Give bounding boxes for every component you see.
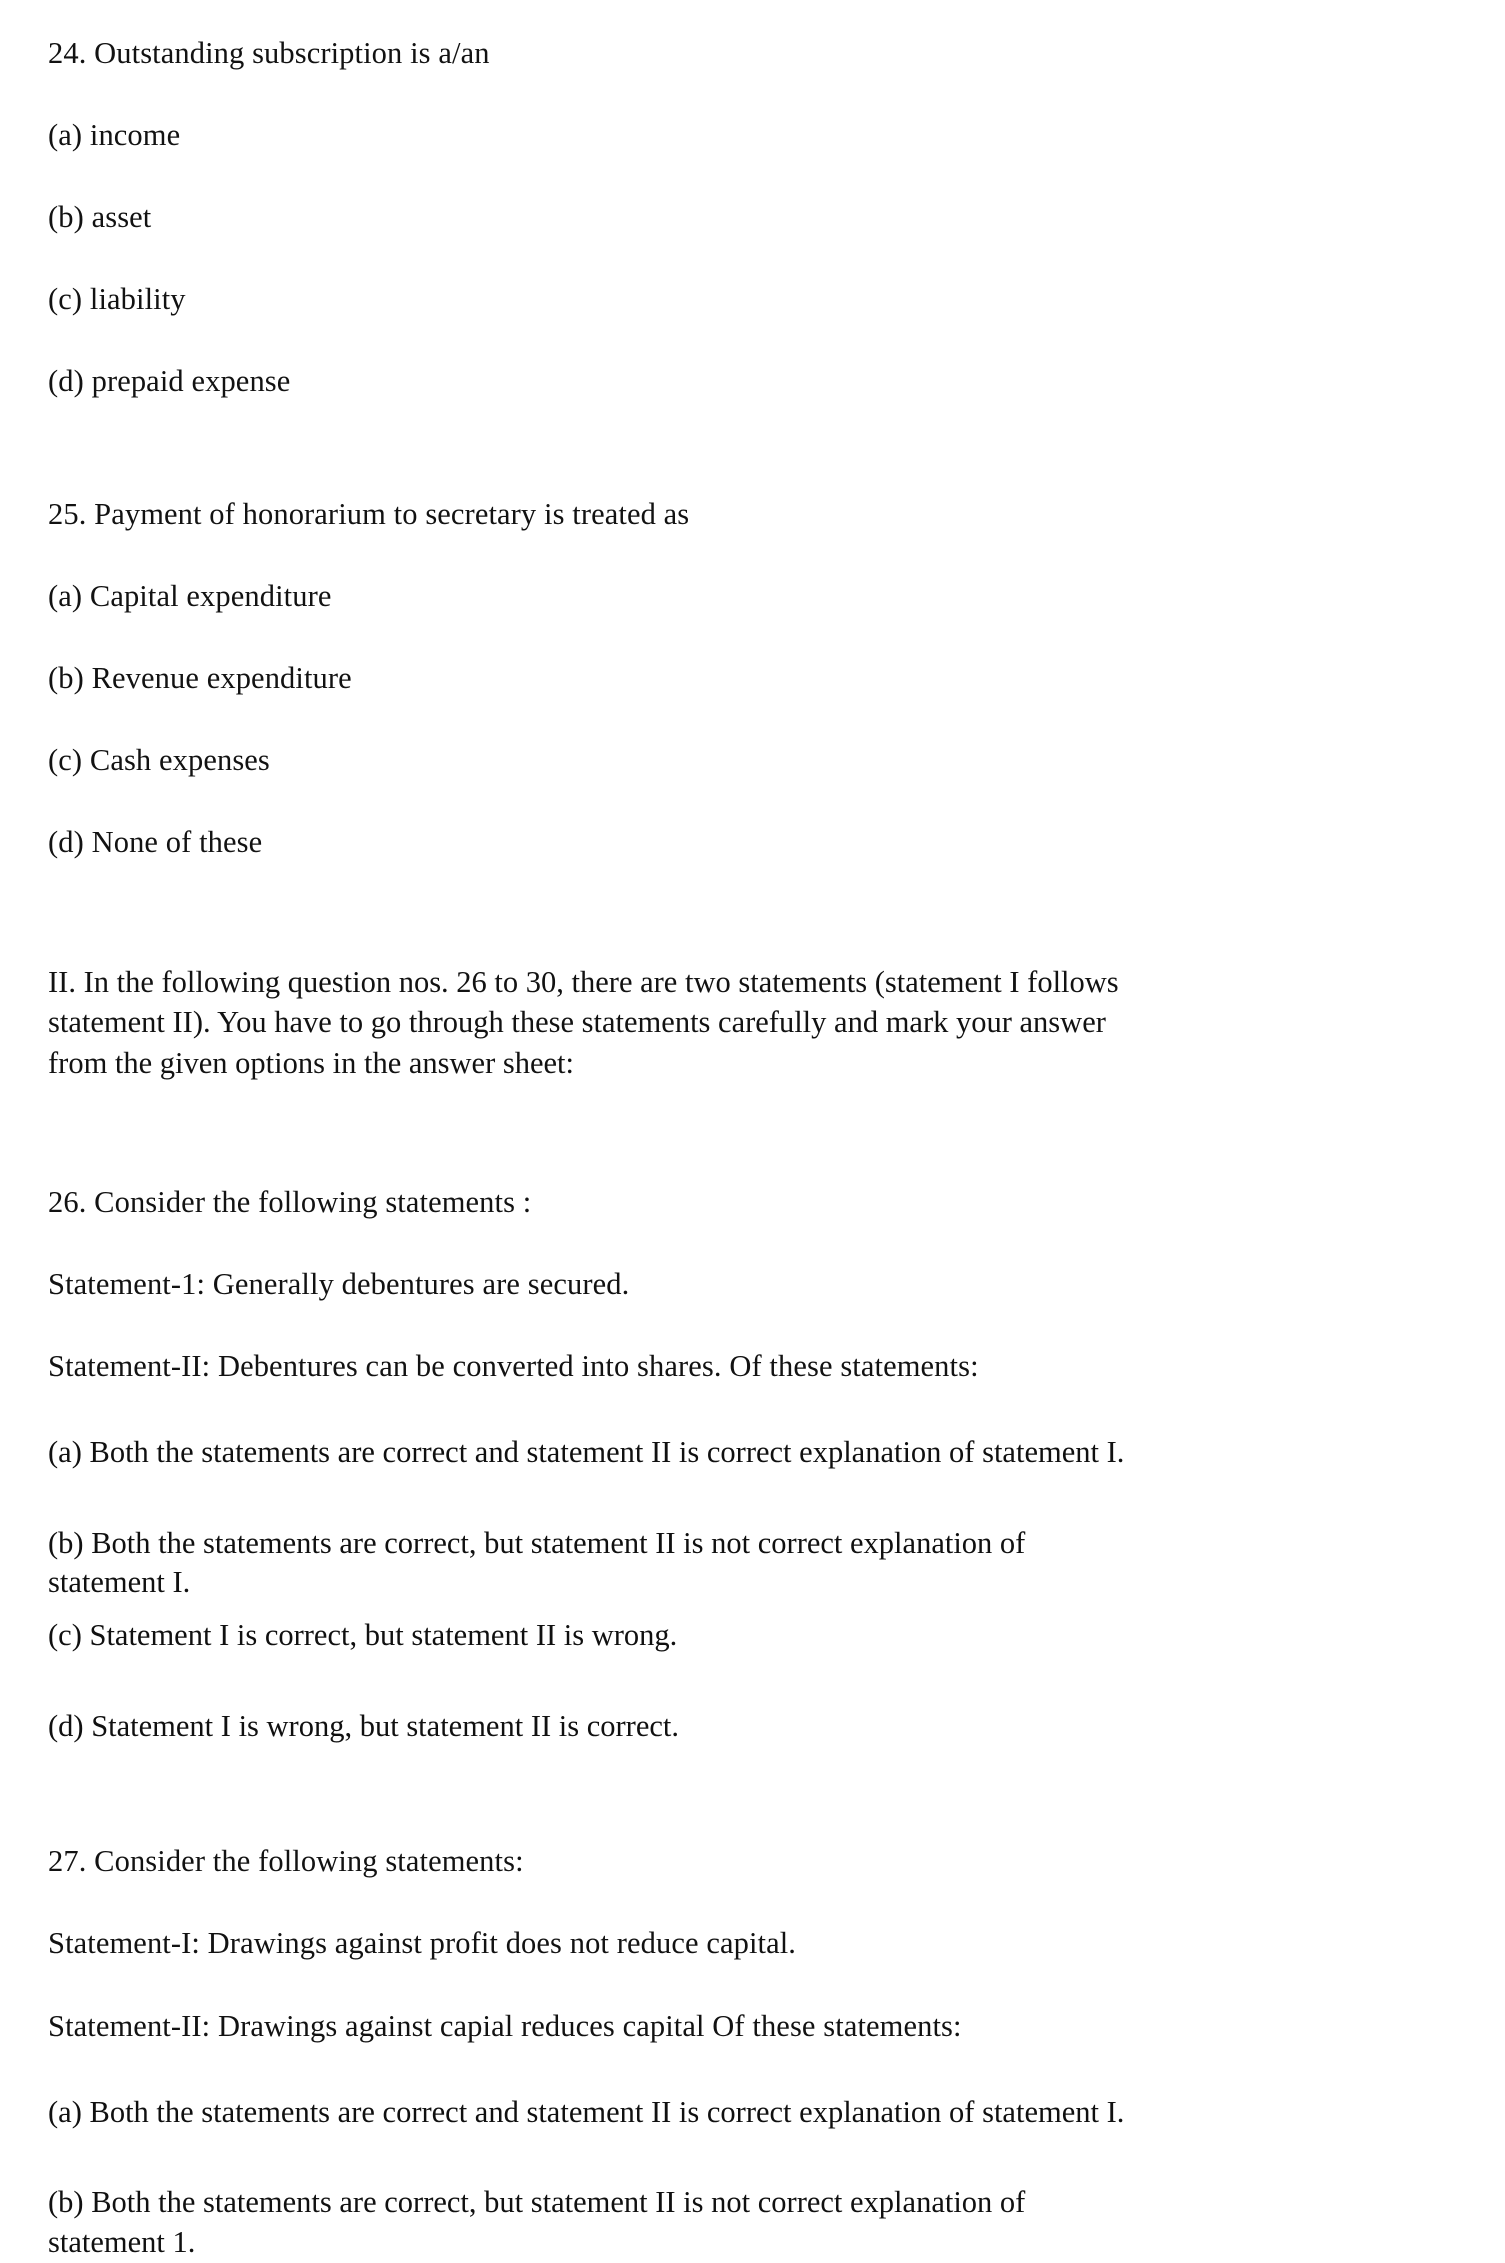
spacer	[48, 1300, 1450, 1351]
spacer	[48, 151, 1450, 202]
question-27-option-a[interactable]	[48, 2093, 1450, 2133]
instruction-block-II	[48, 962, 1450, 1083]
question-27-option-b[interactable]	[48, 2183, 1450, 2262]
question-27-option-b-line-1: (b) Both the statements are correct, but statement II is not correct explanation of	[48, 2185, 1026, 2220]
question-25-option-b[interactable]: (b) Revenue expenditure	[48, 660, 352, 695]
spacer	[48, 233, 1450, 284]
question-26-option-c-line-1: (c) Statement I is correct, but statement II is wrong.	[48, 1618, 678, 1653]
question-block-25	[48, 496, 1450, 859]
question-block-27	[48, 1846, 1450, 2262]
question-block-24	[48, 38, 1450, 398]
question-27-option-b-line-2: statement 1.	[48, 2224, 196, 2259]
question-27-statement-1: Statement-I: Drawings against profit does not reduce capital.	[48, 1926, 797, 1961]
spacer	[48, 2042, 1450, 2093]
question-24-option-d[interactable]: (d) prepaid expense	[48, 364, 291, 399]
spacer	[48, 776, 1450, 827]
spacer	[48, 612, 1450, 663]
question-25-option-d[interactable]: (d) None of these	[48, 824, 263, 859]
question-25-option-a[interactable]: (a) Capital expenditure	[48, 578, 332, 613]
question-24-option-b[interactable]: (b) asset	[48, 200, 152, 235]
question-26-option-c[interactable]	[48, 1616, 1450, 1656]
question-25-stem: 25. Payment of honorarium to secretary is treated as	[48, 496, 690, 531]
spacer	[48, 530, 1450, 581]
question-26-option-d-line-1: (d) Statement I is wrong, but statement II is correct.	[48, 1708, 679, 1743]
question-25-option-c[interactable]: (c) Cash expenses	[48, 742, 270, 777]
instruction-line-2: statement II). You have to go through these statements carefully and mark your answer	[48, 1005, 1106, 1040]
spacer	[48, 1473, 1450, 1524]
spacer	[48, 1877, 1450, 1928]
question-26-option-b-line-2: statement I.	[48, 1565, 191, 1600]
question-24-option-c[interactable]: (c) liability	[48, 282, 186, 317]
spacer	[48, 694, 1450, 745]
block-gap	[48, 1083, 1450, 1187]
instruction-line-3: from the given options in the answer sheet:	[48, 1045, 575, 1080]
spacer	[48, 1960, 1450, 2011]
spacer	[48, 1656, 1450, 1707]
question-26-option-a-line-1: (a) Both the statements are correct and statement II is correct explanation of statement I.	[48, 1435, 1125, 1470]
question-26-stem: 26. Consider the following statements :	[48, 1184, 532, 1219]
question-26-statement-1: Statement-1: Generally debentures are secured.	[48, 1266, 630, 1301]
block-gap	[48, 858, 1450, 962]
spacer	[48, 69, 1450, 120]
spacer	[48, 315, 1450, 366]
question-26-option-d[interactable]	[48, 1707, 1450, 1747]
question-27-stem: 27. Consider the following statements:	[48, 1844, 524, 1879]
spacer	[48, 1603, 1450, 1616]
question-27-option-a-line-1: (a) Both the statements are correct and statement II is correct explanation of statement I.	[48, 2094, 1125, 2129]
block-gap	[48, 398, 1450, 499]
instruction-line-1: II. In the following question nos. 26 to 30, there are two statements (statement I follows	[48, 965, 1119, 1000]
block-gap	[48, 1746, 1450, 1846]
question-27-statement-2: Statement-II: Drawings against capial reduces capital Of these statements:	[48, 2008, 962, 2043]
spacer	[48, 1218, 1450, 1269]
question-block-26	[48, 1184, 1450, 1747]
question-26-option-b[interactable]	[48, 1524, 1450, 1603]
question-26-statement-2: Statement-II: Debentures can be converted into shares. Of these statements:	[48, 1349, 979, 1384]
question-26-option-b-line-1: (b) Both the statements are correct, but statement II is not correct explanation of	[48, 1525, 1026, 1560]
question-24-option-a[interactable]: (a) income	[48, 118, 181, 153]
question-26-option-a[interactable]	[48, 1433, 1450, 1473]
spacer	[48, 2132, 1450, 2183]
spacer	[48, 1382, 1450, 1433]
document-body	[48, 38, 1450, 2263]
question-24-stem: 24. Outstanding subscription is a/an	[48, 36, 490, 70]
